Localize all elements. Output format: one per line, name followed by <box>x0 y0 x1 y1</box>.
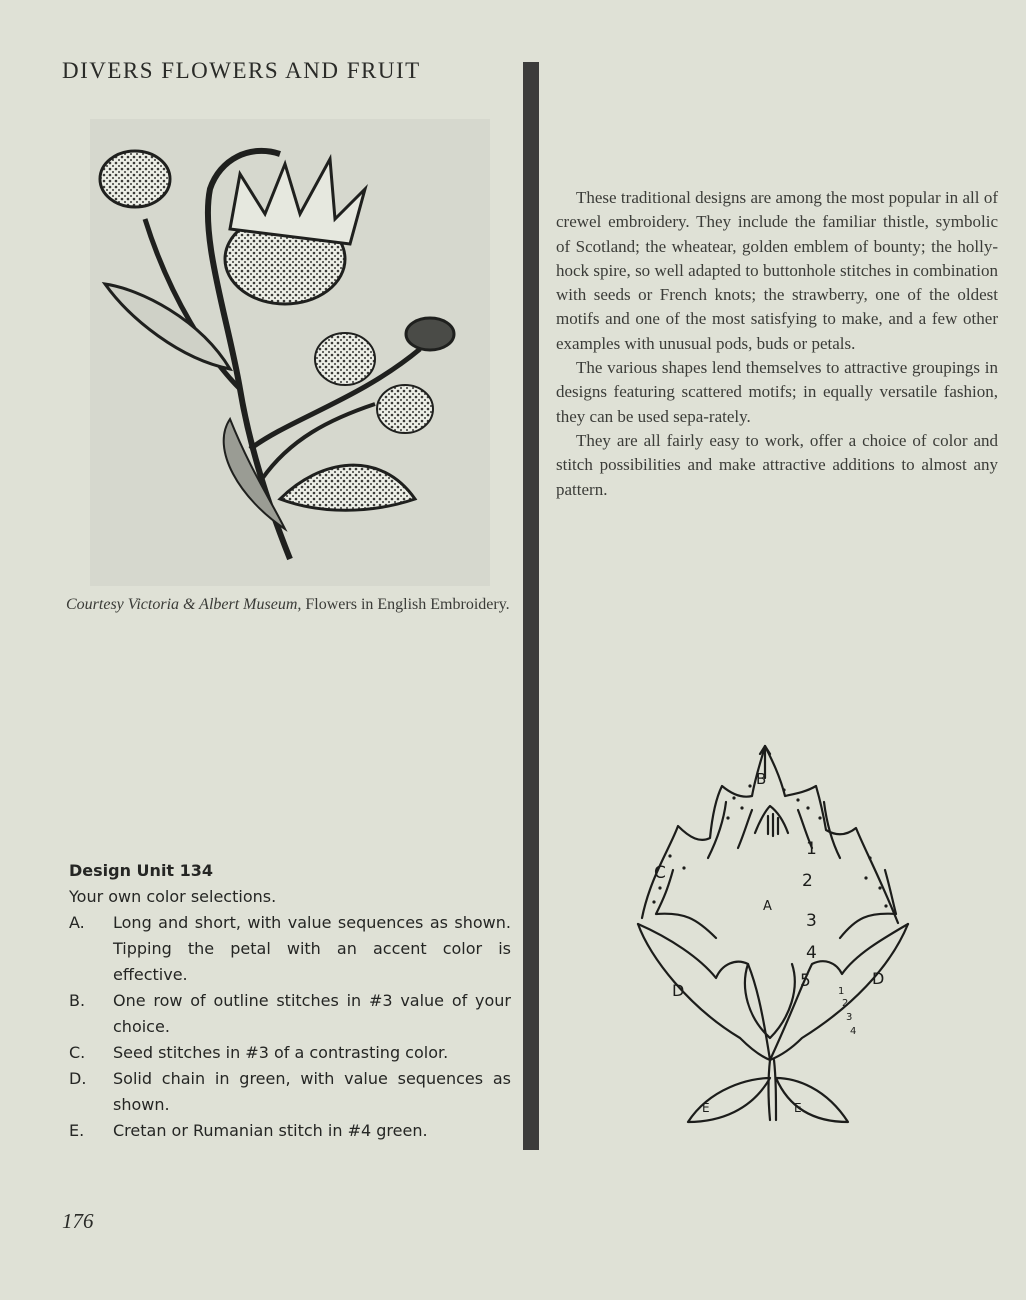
step-letter: A. <box>69 913 85 932</box>
label-3: 3 <box>806 911 817 931</box>
intro-paragraph: These traditional designs are among the most popular in all of crewel embroidery. They include the familiar thistle, symbolic of Scotland; the wheatear, golden emblem of bounty; the holly-hock spire, so well adapted to buttonhole stitches in combination with seeds or French knots; the strawberry, one of the oldest motifs and one of the most satisfying to make, and a few other examples with unusual pods, buds or petals. <box>556 188 998 353</box>
label-4: 4 <box>806 943 817 963</box>
label-e-left: E <box>702 1101 710 1115</box>
label-c: C <box>654 863 666 883</box>
label-a: A <box>763 899 772 914</box>
label-b: B <box>756 770 767 788</box>
intro-paragraph: The various shapes lend themselves to attractive groupings in designs featuring scattered motifs; in equally versatile fashion, they can be used sepa-rately. <box>556 358 998 426</box>
caption-credit: Courtesy Victoria & Albert Museum, <box>66 596 302 613</box>
intro-text <box>556 186 998 502</box>
label-1: 1 <box>806 839 817 859</box>
label-5: 5 <box>800 971 811 991</box>
instruction-item <box>69 988 511 1040</box>
step-letter: C. <box>69 1043 86 1062</box>
design-unit-subtitle: Your own color selections. <box>69 887 277 906</box>
step-text: Seed stitches in #3 of a contrasting color. <box>113 1043 449 1062</box>
instruction-list <box>69 910 511 1144</box>
design-unit-title: Design Unit 134 <box>69 861 214 880</box>
step-text: Solid chain in green, with value sequences as shown. <box>113 1069 511 1114</box>
photo-caption <box>66 594 510 616</box>
design-unit-diagram <box>630 738 920 1138</box>
column-divider <box>523 62 539 1150</box>
caption-source: Flowers in English Embroidery. <box>301 596 510 613</box>
label-2: 2 <box>802 871 813 891</box>
step-text: Long and short, with value sequences as shown. Tipping the petal with an accent color is effective. <box>113 913 511 984</box>
step-letter: E. <box>69 1121 85 1140</box>
label-small-3: 3 <box>846 1012 853 1023</box>
step-text: One row of outline stitches in #3 value of your choice. <box>113 991 511 1036</box>
label-small-2: 2 <box>842 998 849 1009</box>
instruction-item <box>69 1040 511 1066</box>
step-letter: B. <box>69 991 86 1010</box>
instruction-item <box>69 1118 511 1144</box>
instruction-item <box>69 1066 511 1118</box>
step-text: Cretan or Rumanian stitch in #4 green. <box>113 1121 428 1140</box>
label-small-4: 4 <box>850 1026 857 1037</box>
intro-paragraph: They are all fairly easy to work, offer a choice of color and stitch possibilities and make attractive additions to almost any pattern. <box>556 430 998 499</box>
label-d-left: D <box>672 981 685 1000</box>
label-small-1: 1 <box>838 986 845 997</box>
step-letter: D. <box>69 1069 87 1088</box>
page-number: 176 <box>62 1209 94 1233</box>
label-d-right: D <box>872 969 885 988</box>
instruction-item <box>69 910 511 988</box>
chapter-title: DIVERS FLOWERS AND FRUIT <box>62 58 421 83</box>
embroidery-photo <box>90 119 490 586</box>
design-unit <box>69 858 511 1144</box>
label-e-right: E <box>794 1101 802 1115</box>
